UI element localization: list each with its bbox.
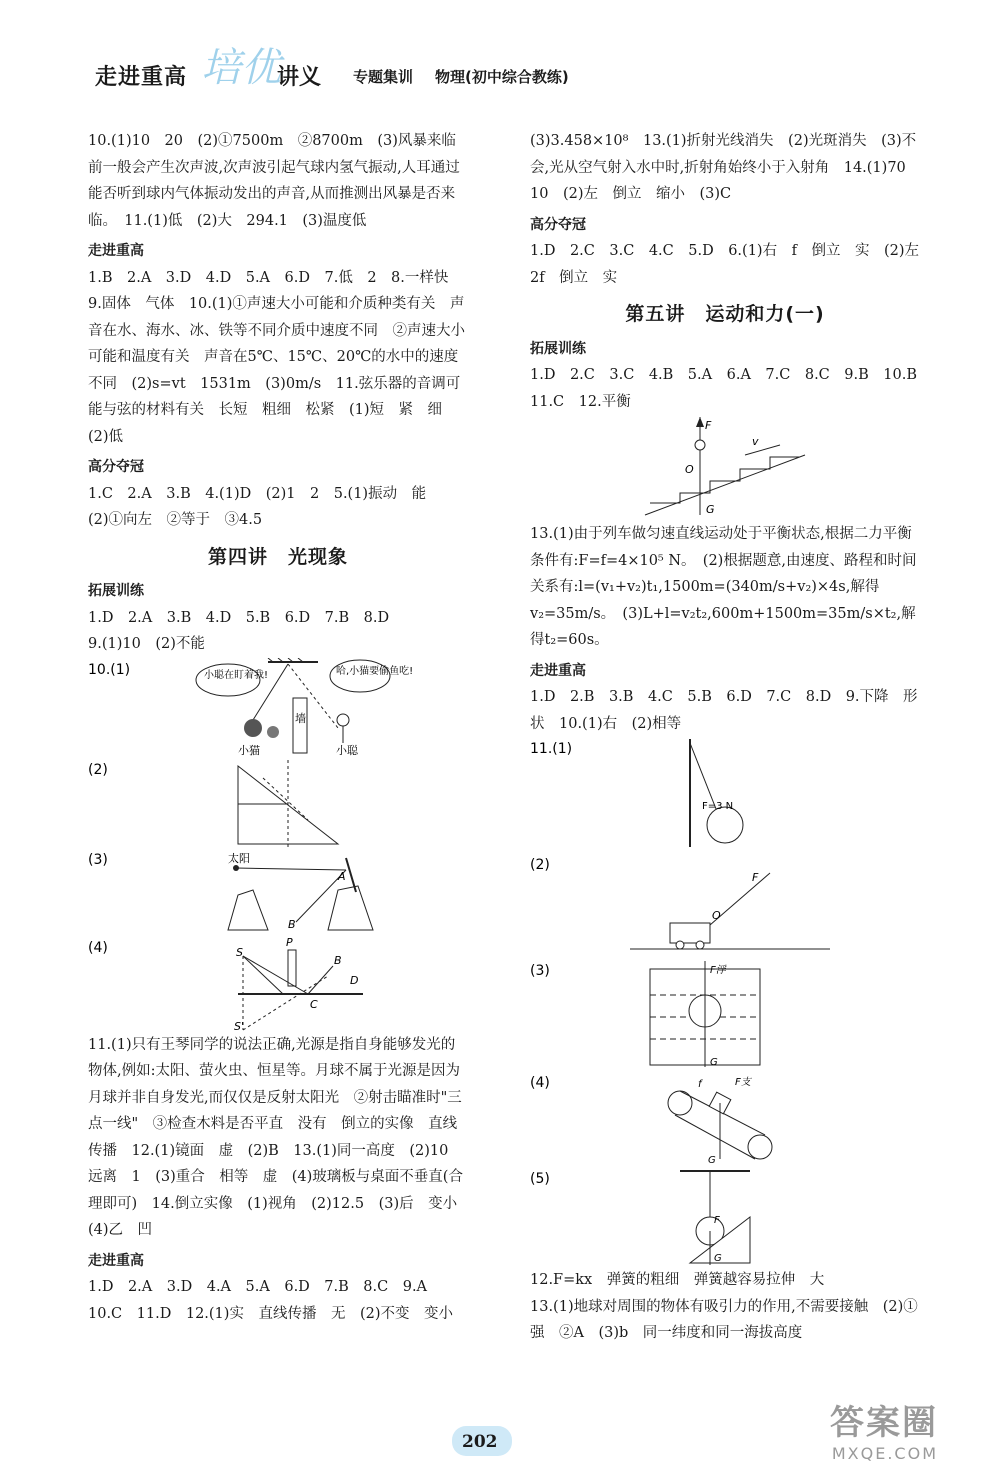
section-label: 走进重高 xyxy=(88,1252,144,1269)
svg-text:O: O xyxy=(685,463,694,476)
svg-text:(2): (2) xyxy=(530,857,550,873)
svg-text:F=3 N: F=3 N xyxy=(702,801,734,812)
svg-text:B: B xyxy=(288,917,296,931)
svg-text:小聪: 小聪 xyxy=(336,743,358,757)
header-subtitle: 讲义 xyxy=(277,65,322,90)
answer-block: 12.F=kx 弹簧的粗细 弹簧越容易拉伸 大 xyxy=(530,1272,825,1288)
answer-block: 1.B 2.A 3.D 4.D 5.A 6.D 7.低 2 8.一样快 9.固体 气体 10.(1)①声速大小可能和介质种类有关 声音在水、海水、冰、铁等不同介质中速度不同 ②声速大小可能和温度有关 声音在5℃、15℃、20℃的水中的速度不同 (2)s=vt 1531m (3)0m/s 11.弦乐器的音调可能与弦的材料有关 长短 粗细 松紧 (1)短 紧 细 (2)低 xyxy=(88,269,465,445)
svg-text:D: D xyxy=(350,973,359,987)
svg-text:小聪在盯着我!: 小聪在盯着我! xyxy=(204,669,269,681)
answer-block: 11.(1)只有王琴同学的说法正确,光源是指自身能够发光的物体,例如:太阳、萤火虫、恒星等。月球不属于光源是因为月球并非自身发光,而仅仅是反射太阳光 ②射击瞄准时"三点一线" ③检查木料是否平直 没有 倒立的实像 直线传播 12.(1)镜面 虚 (2)B 13.(1)同一高度 (2)10 远离 1 (3)重合 相等 虚 (4)玻璃板与桌面不垂直(合理即可) 14.倒立实像 (1)视角 (2)12.5 (3)后 变小 (4)乙 凹 xyxy=(88,1036,472,1238)
svg-text:哈,小猫要偷鱼吃!: 哈,小猫要偷鱼吃! xyxy=(336,665,414,677)
section-label: 高分夺冠 xyxy=(88,459,144,475)
figure-cart xyxy=(530,853,920,959)
svg-text:f: f xyxy=(698,1079,702,1090)
svg-text:S': S' xyxy=(234,1019,245,1032)
page-header xyxy=(95,45,915,94)
page-number: 202 xyxy=(462,1432,498,1452)
figure-prism xyxy=(88,758,468,850)
svg-text:S: S xyxy=(236,945,243,959)
figure-ball-incline xyxy=(530,1167,920,1267)
figure-plane-mirror xyxy=(88,936,468,1032)
header-series: 专题集训 xyxy=(353,68,414,86)
answer-block: 1.C 2.A 3.B 4.(1)D (2)1 2 5.(1)振动 能 (2)①向左 ②等于 ③4.5 xyxy=(88,485,441,528)
left-column xyxy=(88,128,472,1327)
svg-text:(3): (3) xyxy=(530,963,550,979)
section-label: 走进重高 xyxy=(530,662,586,679)
watermark-logo: 答案圈 MXQE.COM xyxy=(830,1403,938,1463)
answer-block: 9.(1)10 (2)不能 xyxy=(88,636,205,652)
svg-text:F: F xyxy=(714,1215,720,1226)
answer-block: 1.D 2.C 3.C 4.C 5.D 6.(1)右 f 倒立 实 (2)左 2f 倒立 实 xyxy=(530,243,934,286)
svg-text:F: F xyxy=(705,419,712,432)
header-logo: 培优 xyxy=(201,45,281,91)
svg-text:v: v xyxy=(752,435,759,448)
svg-text:G: G xyxy=(714,1253,722,1264)
chapter-title: 第四讲 光现象 xyxy=(207,545,348,568)
answer-block: 1.D 2.C 3.C 4.B 5.A 6.A 7.C 8.C 9.B 10.B 11.C 12.平衡 xyxy=(530,367,932,410)
answer-block: 1.D 2.A 3.D 4.A 5.A 6.D 7.B 8.C 9.A 10.C 11.D 12.(1)实 直线传播 无 (2)不变 变小 xyxy=(88,1279,453,1322)
answer-block: 13.(1)由于列车做匀速直线运动处于平衡状态,根据二力平衡条件有:F=f=4×10⁵ N。 (2)根据题意,由速度、路程和时间关系有:l=(v₁+v₂)t₁,1500m=(340m/s+v₂)×4s,解得v₂=35m/s。 (3)L+l=v₂t₂,600m+1500m=35m/s×t₂,解得t₂=60s。 xyxy=(530,526,917,648)
svg-text:小猫: 小猫 xyxy=(238,743,260,757)
header-title: 走进重高 xyxy=(95,65,188,90)
answer-block: 1.D 2.B 3.B 4.C 5.B 6.D 7.C 8.D 9.下降 形状 10.(1)右 (2)相等 xyxy=(530,689,918,732)
svg-text:F浮: F浮 xyxy=(710,965,726,976)
svg-text:墙: 墙 xyxy=(295,711,306,725)
section-label: 走进重高 xyxy=(88,243,144,259)
header-subject: 物理(初中综合教练) xyxy=(435,68,569,86)
figure-cat-mirror xyxy=(88,658,468,758)
svg-text:(4): (4) xyxy=(530,1075,550,1091)
svg-text:(2): (2) xyxy=(88,761,108,778)
cat-icon xyxy=(244,719,262,737)
svg-text:G: G xyxy=(710,1057,718,1068)
figure-escalator xyxy=(530,415,920,521)
figure-label: 10.(1) xyxy=(88,661,131,678)
answer-block: 13.(1)地球对周围的物体有吸引力的作用,不需要接触 (2)①强 ②A (3)b 同一纬度和同一海拔高度 xyxy=(530,1298,918,1341)
right-column xyxy=(530,128,934,1347)
svg-text:11.(1): 11.(1) xyxy=(530,741,573,757)
section-label: 拓展训练 xyxy=(530,340,586,357)
svg-text:B: B xyxy=(334,953,342,967)
figure-sun-mirror xyxy=(88,850,468,936)
svg-text:P: P xyxy=(286,935,293,949)
svg-text:(3): (3) xyxy=(88,851,108,868)
answer-block: 1.D 2.A 3.B 4.D 5.B 6.D 7.B 8.D xyxy=(88,609,390,626)
svg-text:G: G xyxy=(708,1155,716,1166)
svg-text:C: C xyxy=(310,997,318,1011)
section-label: 高分夺冠 xyxy=(530,216,586,233)
svg-text:O: O xyxy=(712,909,721,922)
wall xyxy=(293,698,307,753)
answer-block: (3)3.458×10⁸ 13.(1)折射光线消失 (2)光斑消失 (3)不会,光从空气射入水中时,折射角始终小于入射角 14.(1)70 10 (2)左 倒立 缩小 (3)C xyxy=(530,133,921,202)
answer-block: 10.(1)10 20 (2)①7500m ②8700m (3)风暴来临前一般会产生次声波,次声波引起气球内氢气振动,人耳通过能否听到球内气体振动发出的声音,从而推测出风暴是否来临。 11.(1)低 (2)大 294.1 (3)温度低 xyxy=(88,133,460,229)
section-label: 拓展训练 xyxy=(88,583,144,599)
figure-floating-ball xyxy=(530,959,920,1071)
svg-text:F支: F支 xyxy=(735,1077,751,1088)
svg-text:G: G xyxy=(706,503,715,516)
svg-text:F: F xyxy=(752,871,759,884)
svg-text:A: A xyxy=(338,869,346,883)
boy-icon xyxy=(337,714,349,726)
svg-text:(4): (4) xyxy=(88,939,108,956)
chapter-title: 第五讲 运动和力(一) xyxy=(625,303,825,325)
figure-hanging-ball xyxy=(530,737,920,853)
figure-conveyor xyxy=(530,1071,920,1167)
svg-text:(5): (5) xyxy=(530,1171,550,1187)
svg-text:太阳: 太阳 xyxy=(228,851,250,865)
